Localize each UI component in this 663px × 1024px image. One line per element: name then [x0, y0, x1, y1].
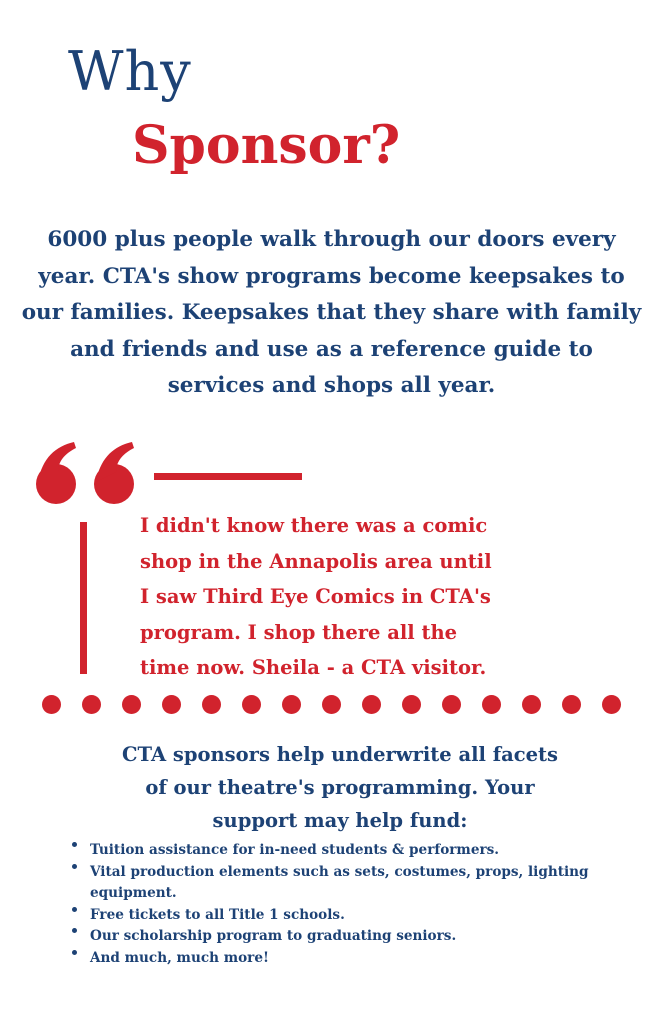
divider-dot	[282, 695, 301, 714]
support-line: CTA sponsors help underwrite all facets	[122, 743, 558, 766]
divider-dot	[82, 695, 101, 714]
bullet-icon	[72, 864, 77, 869]
divider-dot	[202, 695, 221, 714]
support-line: of our theatre's programming. Your	[145, 776, 535, 799]
divider-dot	[162, 695, 181, 714]
dot-divider	[42, 695, 622, 719]
bullet-icon	[72, 907, 77, 912]
quote-line: time now. Sheila - a CTA visitor.	[140, 656, 487, 679]
divider-dot	[42, 695, 61, 714]
divider-dot	[362, 695, 381, 714]
quote-bar	[80, 522, 87, 674]
quote-rule	[154, 473, 302, 480]
title-why: Why	[68, 40, 192, 103]
support-line: support may help fund:	[212, 809, 468, 832]
list-item	[70, 905, 590, 927]
divider-dot	[242, 695, 261, 714]
divider-dot	[602, 695, 621, 714]
intro-paragraph: 6000 plus people walk through our doors every year. CTA's show programs become keepsakes to our families. Keepsakes that they share with family and friends and use as a reference guide to services and shops all year.	[21, 227, 642, 398]
title-sponsor: Sponsor?	[132, 115, 401, 176]
quote-line: program. I shop there all the	[140, 620, 458, 644]
list-item-text: And much, much more!	[90, 949, 269, 966]
funding-list	[70, 840, 590, 969]
quote-line: I didn't know there was a comic	[140, 514, 488, 537]
bullet-icon	[72, 928, 77, 933]
list-item-text: Free tickets to all Title 1 schools.	[90, 906, 345, 923]
divider-dot	[442, 695, 461, 714]
quote-line: shop in the Annapolis area until	[140, 549, 492, 573]
list-item-text: Tuition assistance for in-need students & performers.	[90, 842, 500, 858]
divider-dot	[122, 695, 141, 714]
divider-dot	[402, 695, 421, 714]
quote-line: I saw Third Eye Comics in CTA's	[140, 585, 491, 608]
divider-dot	[322, 695, 341, 714]
divider-dot	[562, 695, 581, 714]
divider-dot	[482, 695, 501, 714]
testimonial-quote	[140, 508, 550, 686]
list-item-text: Vital production elements such as sets, costumes, props, lighting equipment.	[90, 863, 589, 901]
list-item	[70, 948, 590, 970]
divider-dot	[522, 695, 541, 714]
list-item	[70, 840, 590, 862]
bullet-icon	[72, 842, 77, 847]
list-item	[70, 926, 590, 948]
list-item	[70, 862, 590, 905]
bullet-icon	[72, 950, 77, 955]
quote-mark-icon	[28, 432, 148, 512]
list-item-text: Our scholarship program to graduating seniors.	[90, 928, 457, 944]
support-paragraph	[60, 738, 620, 837]
